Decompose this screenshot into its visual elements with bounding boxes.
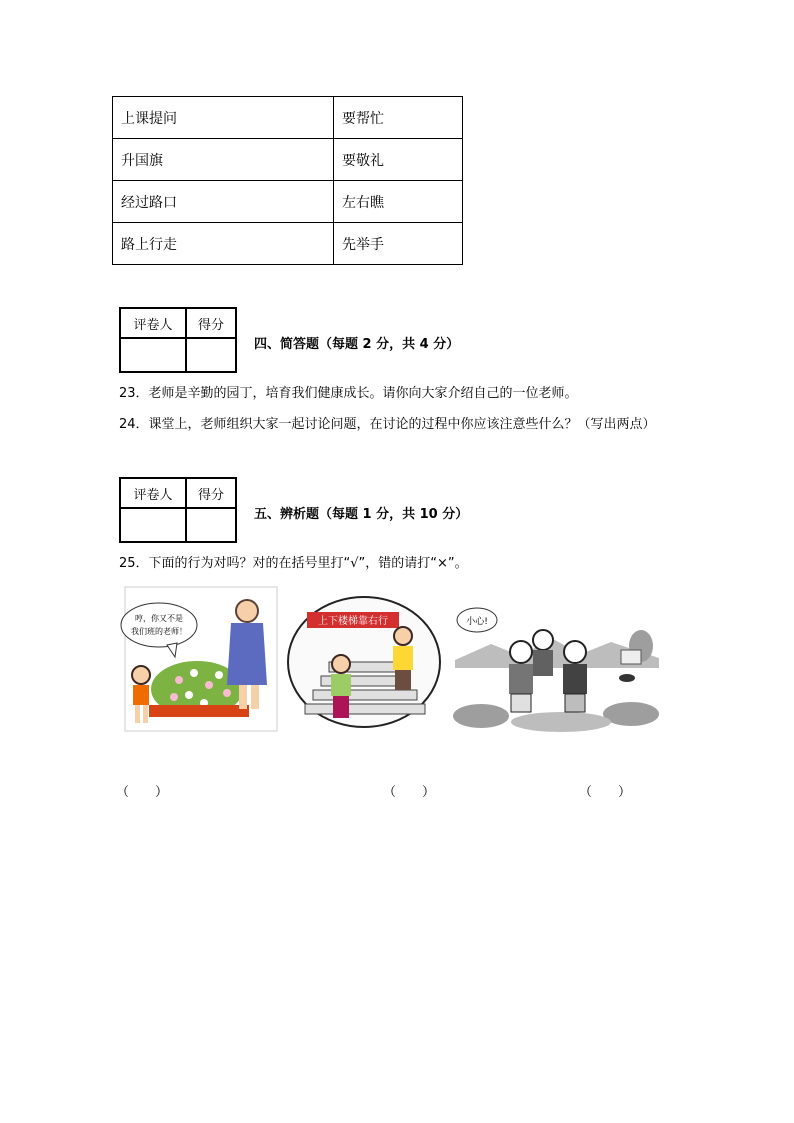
match-left-cell: 经过路口 bbox=[113, 181, 334, 223]
illustration-3 bbox=[451, 598, 663, 734]
table-row bbox=[113, 139, 463, 181]
match-right-cell: 要敬礼 bbox=[334, 139, 463, 181]
match-left-cell: 上课提问 bbox=[113, 97, 334, 139]
question-24: 24．课堂上，老师组织大家一起讨论问题，在讨论的过程中你应该注意些什么？（写出两点） bbox=[119, 417, 656, 432]
score-header: 得分 bbox=[186, 308, 236, 338]
illustration-1 bbox=[119, 585, 281, 735]
section5-title: 五、辨析题（每题 1 分，共 10 分） bbox=[254, 507, 469, 522]
match-right-cell: 左右瞧 bbox=[334, 181, 463, 223]
grader-header: 评卷人 bbox=[120, 308, 186, 338]
table-row bbox=[113, 181, 463, 223]
matching-table bbox=[112, 96, 463, 265]
grader-cell[interactable] bbox=[120, 338, 186, 372]
score-box-section4 bbox=[119, 307, 237, 373]
match-left-cell: 路上行走 bbox=[113, 223, 334, 265]
match-right-cell: 要帮忙 bbox=[334, 97, 463, 139]
answer-blank-3[interactable]: （ ） bbox=[579, 785, 632, 800]
answer-blank-1[interactable]: （ ） bbox=[116, 785, 169, 800]
score-box-section5 bbox=[119, 477, 237, 543]
caution-bubble: 小心! bbox=[466, 617, 488, 627]
bubble-line-1: 哼，你又不是 bbox=[135, 614, 183, 623]
stairs-sign: 上下楼梯靠右行 bbox=[318, 616, 388, 627]
illustration-2 bbox=[285, 594, 443, 730]
match-left-cell: 升国旗 bbox=[113, 139, 334, 181]
match-right-cell: 先举手 bbox=[334, 223, 463, 265]
table-row bbox=[113, 223, 463, 265]
question-23: 23．老师是辛勤的园丁，培育我们健康成长。请你向大家介绍自己的一位老师。 bbox=[119, 386, 578, 401]
score-header: 得分 bbox=[186, 478, 236, 508]
grader-header: 评卷人 bbox=[120, 478, 186, 508]
score-cell[interactable] bbox=[186, 508, 236, 542]
question-25: 25．下面的行为对吗？对的在括号里打“√”，错的请打“×”。 bbox=[119, 556, 468, 571]
grader-cell[interactable] bbox=[120, 508, 186, 542]
section4-title: 四、简答题（每题 2 分，共 4 分） bbox=[254, 337, 460, 352]
answer-blank-2[interactable]: （ ） bbox=[383, 785, 436, 800]
table-row bbox=[113, 97, 463, 139]
score-cell[interactable] bbox=[186, 338, 236, 372]
bubble-line-2: 我们班的老师！ bbox=[131, 627, 187, 636]
